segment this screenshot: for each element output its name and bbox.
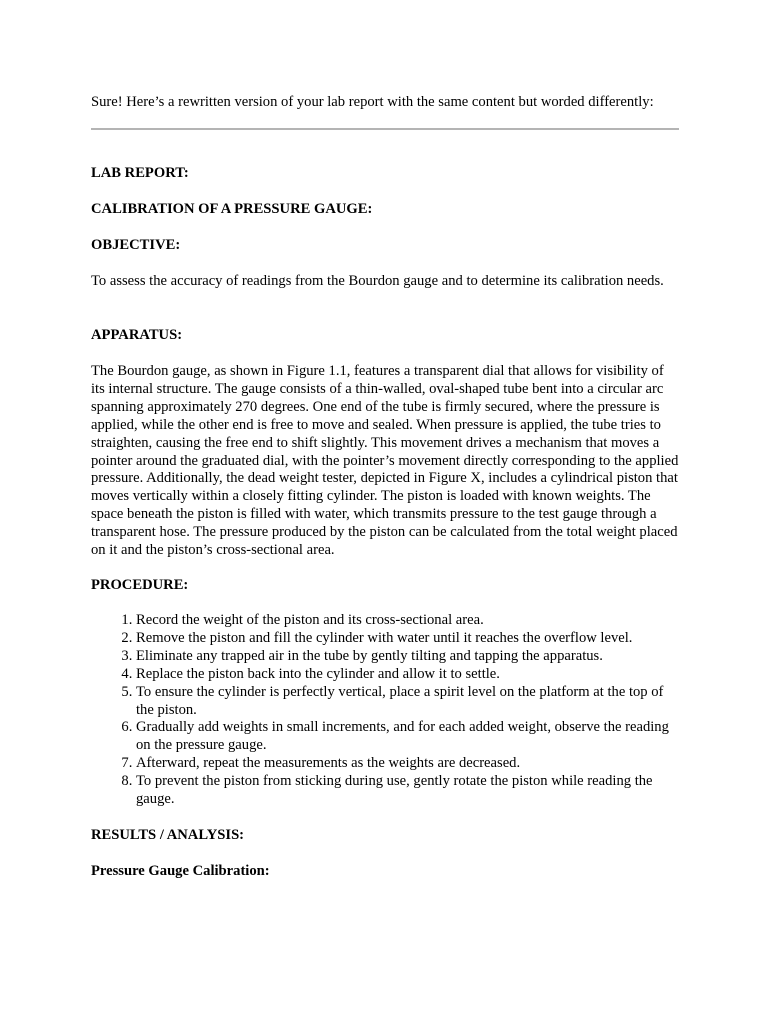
procedure-step-6: 6. Gradually add weights in small increments, and for each added weight, observe the reading on the pressure gauge. [136, 719, 679, 755]
procedure-step-2: 2. Remove the piston and fill the cylinder with water until it reaches the overflow level. [136, 630, 679, 648]
procedure-step-8: 8. To prevent the piston from sticking during use, gently rotate the piston while reading the gauge. [136, 773, 679, 809]
calibration-subheading: Pressure Gauge Calibration: [91, 863, 270, 879]
procedure-step-4: 4. Replace the piston back into the cylinder and allow it to settle. [136, 666, 679, 684]
results-heading: RESULTS / ANALYSIS: [91, 827, 245, 843]
horizontal-divider [91, 128, 679, 130]
lab-report-heading: LAB REPORT: [91, 165, 189, 181]
intro-text: Sure! Here’s a rewritten version of your lab report with the same content but worded differently: [91, 94, 654, 110]
objective-paragraph: To assess the accuracy of readings from the Bourdon gauge and to determine its calibration needs. [91, 273, 664, 289]
procedure-step-3: 3. Eliminate any trapped air in the tube by gently tilting and tapping the apparatus. [136, 648, 679, 666]
procedure-step-7: 7. Afterward, repeat the measurements as the weights are decreased. [136, 755, 679, 773]
procedure-heading: PROCEDURE: [91, 577, 189, 593]
objective-heading: OBJECTIVE: [91, 237, 181, 253]
apparatus-paragraph: The Bourdon gauge, as shown in Figure 1.1, features a transparent dial that allows for visibility of its internal structure. The gauge consists of a thin-walled, oval-shaped tube bent into a circular arc spanning approximately 270 degrees. One end of the tube is firmly secured, where the pressure is applied, while the other end is free to move and sealed. When pressure is applied, the tube tries to straighten, causing the free end to shift slightly. This movement drives a mechanism that moves a pointer around the graduated dial, with the pointer’s movement directly corresponding to the applied pressure. Additionally, the dead weight tester, depicted in Figure X, includes a cylindrical piston that moves vertically within a closely fitting cylinder. The piston is loaded with known weights. The space beneath the piston is filled with water, which transmits pressure to the test gauge through a transparent hose. The pressure produced by the piston can be calculated from the total weight placed on it and the piston’s cross-sectional area. [91, 363, 679, 559]
apparatus-heading: APPARATUS: [91, 327, 183, 343]
procedure-step-5: 5. To ensure the cylinder is perfectly vertical, place a spirit level on the platform at the top of the piston. [136, 684, 679, 720]
report-title: CALIBRATION OF A PRESSURE GAUGE: [91, 201, 373, 217]
procedure-step-1: 1. Record the weight of the piston and its cross-sectional area. [136, 612, 679, 630]
procedure-list [91, 612, 679, 809]
